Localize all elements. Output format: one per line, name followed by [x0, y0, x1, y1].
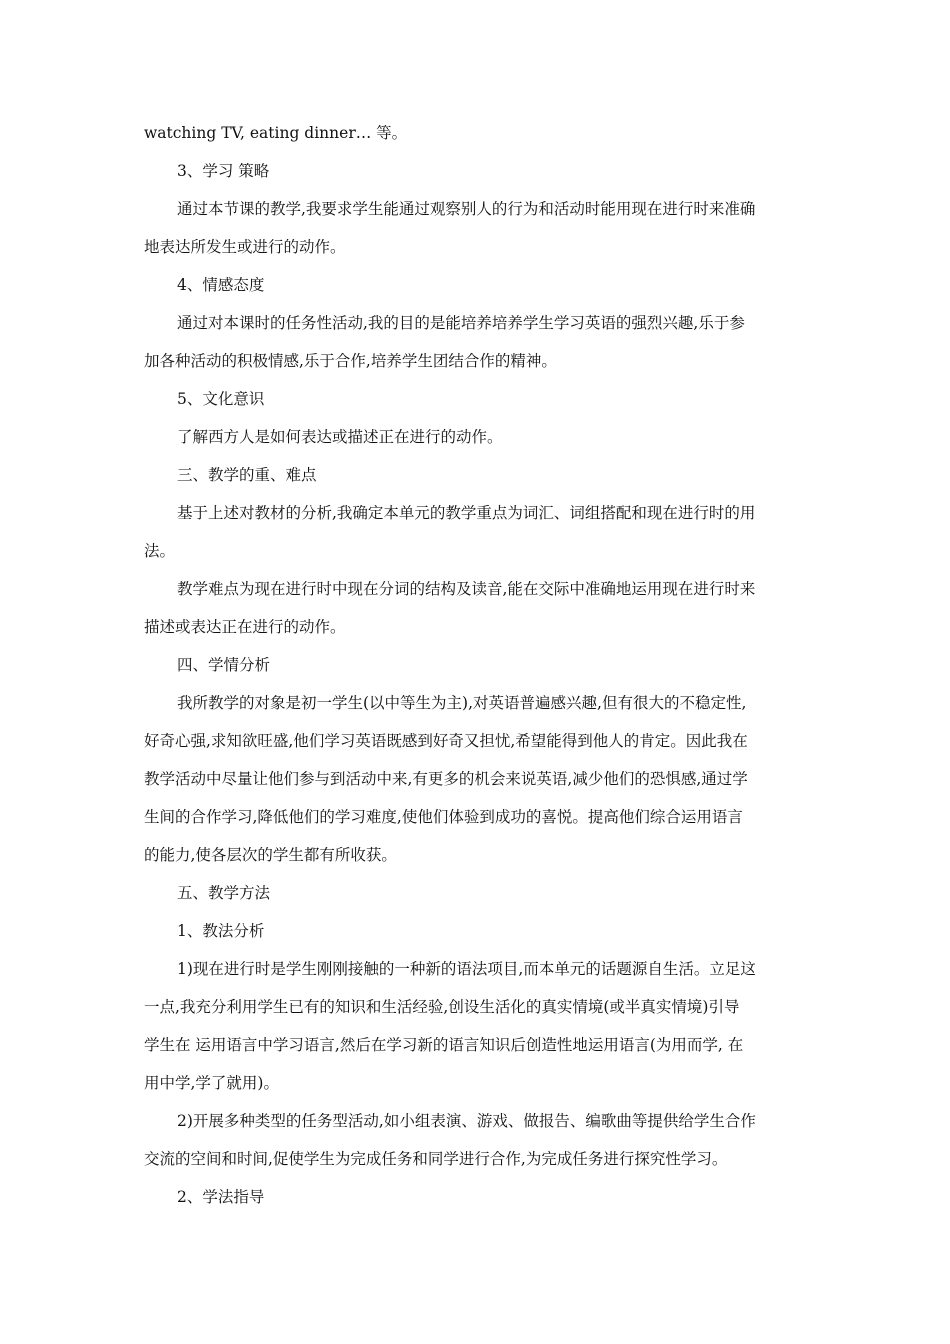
paragraph-line: 好奇心强,求知欲旺盛,他们学习英语既感到好奇又担忧,希望能得到他人的肯定。因此我在 [144, 732, 748, 750]
paragraph-line: 基于上述对教材的分析,我确定本单元的教学重点为词汇、词组搭配和现在进行时的用 [177, 504, 756, 522]
paragraph-line: 我所教学的对象是初一学生(以中等生为主),对英语普遍感兴趣,但有很大的不稳定性, [177, 694, 747, 712]
paragraph-line: 描述或表达正在进行的动作。 [144, 618, 346, 636]
paragraph-line: 学生在 运用语言中学习语言,然后在学习新的语言知识后创造性地运用语言(为用而学, 在 [144, 1036, 744, 1054]
section-heading: 1、教法分析 [177, 922, 265, 940]
paragraph-line: 法。 [144, 542, 176, 560]
paragraph-line: 通过对本课时的任务性活动,我的目的是能培养培养学生学习英语的强烈兴趣,乐于参 [177, 314, 745, 332]
paragraph-line: 生间的合作学习,降低他们的学习难度,使他们体验到成功的喜悦。提高他们综合运用语言 [144, 808, 743, 826]
section-heading: 4、情感态度 [177, 276, 265, 294]
section-heading: 三、教学的重、难点 [177, 466, 317, 484]
paragraph-line: 教学活动中尽量让他们参与到活动中来,有更多的机会来说英语,减少他们的恐惧感,通过学 [144, 770, 748, 788]
paragraph-line: 2)开展多种类型的任务型活动,如小组表演、游戏、做报告、编歌曲等提供给学生合作 [177, 1112, 756, 1130]
paragraph-line: 1)现在进行时是学生刚刚接触的一种新的语法项目,而本单元的话题源自生活。立足这 [177, 960, 756, 978]
paragraph-line: 用中学,学了就用)。 [144, 1074, 279, 1092]
section-heading: 2、学法指导 [177, 1188, 265, 1206]
text-line: watching TV, eating dinner… 等。 [144, 124, 408, 142]
section-heading: 3、学习 策略 [177, 162, 270, 180]
paragraph-line: 的能力,使各层次的学生都有所收获。 [144, 846, 397, 864]
section-heading: 5、文化意识 [177, 390, 265, 408]
paragraph-line: 加各种活动的积极情感,乐于合作,培养学生团结合作的精神。 [144, 352, 557, 370]
paragraph-line: 交流的空间和时间,促使学生为完成任务和同学进行合作,为完成任务进行探究性学习。 [144, 1150, 728, 1168]
paragraph-line: 地表达所发生或进行的动作。 [144, 238, 346, 256]
paragraph-line: 一点,我充分利用学生已有的知识和生活经验,创设生活化的真实情境(或半真实情境)引导 [144, 998, 740, 1016]
paragraph-line: 教学难点为现在进行时中现在分词的结构及读音,能在交际中准确地运用现在进行时来 [177, 580, 756, 598]
document-page [144, 118, 816, 1212]
section-heading: 四、学情分析 [177, 656, 271, 674]
paragraph-line: 通过本节课的教学,我要求学生能通过观察别人的行为和活动时能用现在进行时来准确 [177, 200, 756, 218]
paragraph-line: 了解西方人是如何表达或描述正在进行的动作。 [177, 428, 503, 446]
section-heading: 五、教学方法 [177, 884, 271, 902]
